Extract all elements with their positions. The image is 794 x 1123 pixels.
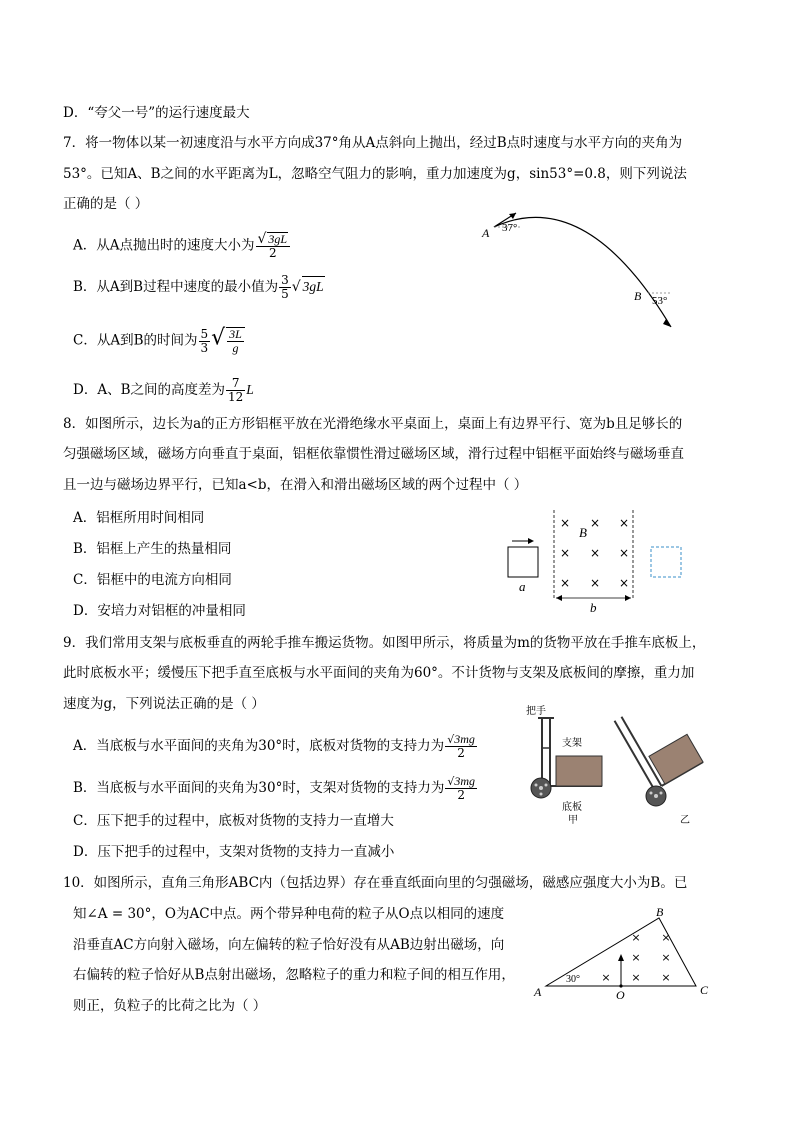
q8-label-b-width: b bbox=[590, 600, 597, 615]
q8-field-x: × bbox=[589, 546, 601, 560]
q8-stem-line2: 匀强磁场区域，磁场方向垂直于桌面，铝框依靠惯性滑过磁场区域，滑行过程中铝框平面始终与磁场垂直 bbox=[63, 446, 684, 462]
q8-option-c: C．铝框中的电流方向相同 bbox=[73, 572, 232, 588]
q8-field-x: × bbox=[618, 546, 630, 560]
q7-stem-line3: 正确的是（ ） bbox=[63, 196, 149, 212]
q7-angle-53: 53° bbox=[652, 295, 668, 307]
q9-label-jia: 甲 bbox=[568, 815, 578, 826]
q8-label-b-field: B bbox=[579, 525, 587, 540]
svg-text:×: × bbox=[631, 951, 641, 964]
q9-stem-line2: 此时底板水平；缓慢压下把手直至底板与水平面间的夹角为60°。不计货物与支架及底板间的摩擦，重力加 bbox=[63, 665, 695, 681]
q8-stem-line3: 且一边与磁场边界平行，已知a<b，在滑入和滑出磁场区域的两个过程中（ ） bbox=[63, 477, 528, 493]
q7-angle-37: 37° bbox=[502, 222, 518, 234]
q9-label-handle: 把手 bbox=[526, 706, 546, 717]
svg-text:×: × bbox=[631, 971, 641, 984]
q10-label-c: C bbox=[700, 983, 709, 997]
q8-option-b: B．铝框上产生的热量相同 bbox=[73, 541, 232, 557]
q9-stem-line1: 9．我们常用支架与底板垂直的两轮手推车搬运货物。如图甲所示，将质量为m的货物平放在手推车底板上， bbox=[63, 635, 706, 651]
q10-field-crosses bbox=[601, 931, 670, 984]
q10-label-o: O bbox=[616, 988, 625, 1001]
q10-stem-line3: 沿垂直AC方向射入磁场，向左偏转的粒子恰好没有从AB边射出磁场，向 bbox=[73, 937, 505, 953]
q9-label-frame: 支架 bbox=[562, 738, 582, 749]
q6-option-d: D．“夸父一号”的运行速度最大 bbox=[63, 105, 250, 121]
q7-option-c: C．从A到B的时间为 $\frac{5}{3}$ √ $\frac{3L}{g}$ bbox=[73, 327, 246, 355]
svg-text:×: × bbox=[661, 971, 671, 984]
q9-stem-line3: 速度为g，下列说法正确的是（ ） bbox=[63, 696, 265, 712]
q10-stem-line4: 右偏转的粒子恰好从B点射出磁场，忽略粒子的重力和粒子间的相互作用， bbox=[73, 967, 515, 983]
q10-angle-30: 30° bbox=[566, 974, 580, 985]
q7-option-d: D．A、B之间的高度差为 $\frac{7}{12}$ L bbox=[73, 376, 254, 404]
svg-text:×: × bbox=[631, 931, 641, 944]
svg-text:×: × bbox=[661, 931, 671, 944]
q8-field-x: × bbox=[559, 576, 571, 590]
q7-option-b: B．从A到B过程中速度的最小值为 $\frac{3}{5}$ √ 3gL bbox=[73, 273, 324, 301]
q8-field-x: × bbox=[618, 576, 630, 590]
q8-field-x: × bbox=[559, 516, 571, 530]
q10-stem-line2: 知∠A = 30°，O为AC中点。两个带异种电荷的粒子从O点以相同的速度 bbox=[73, 906, 505, 922]
q9-label-base: 底板 bbox=[562, 802, 582, 813]
q7-label-b: B bbox=[634, 289, 642, 303]
q9-handcart-figure bbox=[520, 698, 720, 828]
q9-option-d: D．压下把手的过程中，支架对货物的支持力一直减小 bbox=[73, 844, 395, 860]
q8-field-x: × bbox=[559, 546, 571, 560]
q9-option-c: C．压下把手的过程中，底板对货物的支持力一直增大 bbox=[73, 813, 394, 829]
q9-option-b: B．当底板与水平面间的夹角为30°时，支架对货物的支持力为 $\frac{√3mg}{2}$ bbox=[73, 774, 476, 802]
q10-stem-line1: 10．如图所示，直角三角形ABC内（包括边界）存在垂直纸面向里的匀强磁场，磁感应强度大小为B。已 bbox=[63, 875, 688, 891]
q8-field-x: × bbox=[589, 516, 601, 530]
q9-label-yi: 乙 bbox=[680, 815, 690, 826]
q10-stem-line5: 则正，负粒子的比荷之比为（ ） bbox=[73, 998, 267, 1014]
q7-stem-line2: 53°。已知A、B之间的水平距离为L，忽略空气阻力的影响，重力加速度为g，sin53°=0.8，则下列说法 bbox=[63, 166, 687, 182]
q7-option-a: A．从A点抛出时的速度大小为 $\frac{√ 3gL}{2}$ bbox=[73, 232, 291, 260]
q8-field-x: × bbox=[618, 516, 630, 530]
q9-option-a: A．当底板与水平面间的夹角为30°时，底板对货物的支持力为 $\frac{√3mg}{2}$ bbox=[73, 732, 475, 760]
q7-trajectory-figure bbox=[476, 205, 686, 335]
q10-label-b: B bbox=[656, 906, 664, 919]
svg-text:×: × bbox=[601, 971, 611, 984]
q10-label-a: A bbox=[534, 985, 542, 999]
q8-option-d: D．安培力对铝框的冲量相同 bbox=[73, 603, 246, 619]
q8-label-a: a bbox=[519, 579, 526, 594]
q7-stem-line1: 7．将一物体以某一初速度沿与水平方向成37°角从A点斜向上抛出，经过B点时速度与水平方向的夹角为 bbox=[63, 135, 683, 151]
svg-text:×: × bbox=[661, 951, 671, 964]
q7-label-a: A bbox=[482, 226, 490, 240]
q10-triangle-figure bbox=[530, 906, 720, 1001]
q8-option-a: A．铝框所用时间相同 bbox=[73, 510, 205, 526]
q8-field-x: × bbox=[589, 576, 601, 590]
q8-magnetic-field-figure bbox=[500, 510, 695, 615]
q8-stem-line1: 8．如图所示，边长为a的正方形铝框平放在光滑绝缘水平桌面上，桌面上有边界平行、宽为b且足够长的 bbox=[63, 416, 683, 432]
